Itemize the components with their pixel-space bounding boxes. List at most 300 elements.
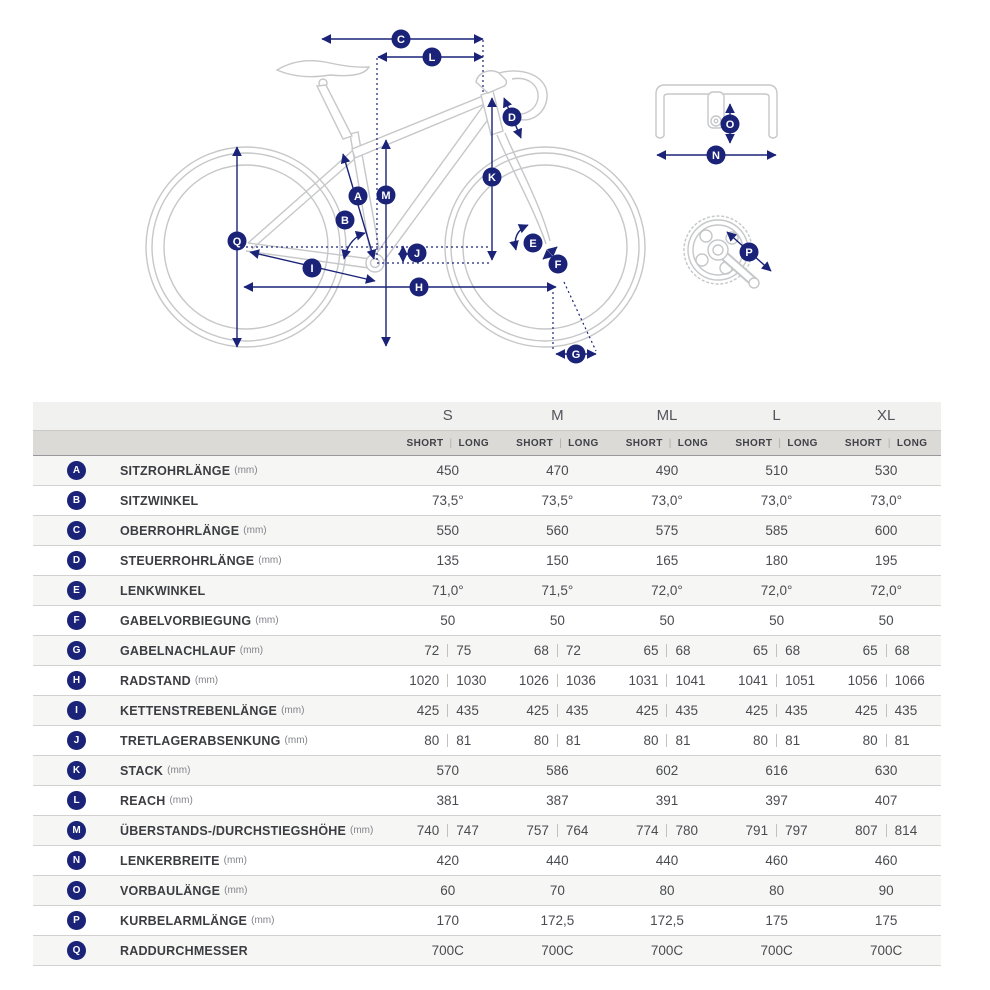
row-label: REACH [120,793,166,808]
svg-text:G: G [571,349,581,361]
value: 510 [765,463,788,478]
diagram-badge-H [410,278,429,297]
value-cell-L-XL [831,793,941,808]
value-long: 1041 [675,673,706,688]
value-long: 68 [785,643,801,658]
row-key-badge: N [67,851,86,870]
value: 170 [436,913,460,928]
value-cell-L-M [503,793,613,808]
row-key-badge: K [67,761,86,780]
value-cell-B-ML [612,493,722,508]
value-cell-Q-S [393,943,503,958]
value-short: 791 [745,823,769,838]
row-header [33,941,393,960]
svg-text:P: P [745,247,753,259]
variant-header: SHORT | LONG [735,437,818,449]
value-cell-K-ML [612,763,722,778]
value: 50 [659,613,675,628]
diagram-badge-F [549,255,568,274]
value-cell-E-XL [831,583,941,598]
row-key-badge: G [67,641,86,660]
value: 700C [760,943,793,958]
svg-text:O: O [725,119,735,131]
row-key-badge: E [67,581,86,600]
value-short: 807 [855,823,878,838]
value-cell-K-L [722,763,832,778]
value-short: 757 [526,823,549,838]
value: 80 [659,883,675,898]
table-row-A [33,456,941,486]
value-cell-I-ML [612,703,722,718]
value-long: 68 [894,643,910,658]
svg-text:K: K [488,172,496,184]
row-header [33,821,393,840]
value-short: 425 [635,703,659,718]
row-unit: (mm) [234,465,258,476]
table-row-B [33,486,941,516]
row-header [33,551,393,570]
row-label: SITZWINKEL [120,493,199,508]
value-long: 68 [675,643,691,658]
value-cell-D-ML [612,553,722,568]
value-cell-L-L [722,793,832,808]
value-short: 65 [753,643,769,658]
value-cell-F-L [722,613,832,628]
value-cell-O-XL [831,883,941,898]
variant-header: SHORT | LONG [516,437,599,449]
value-cell-J-L [722,733,832,748]
row-unit: (mm) [251,915,275,926]
diagram-badge-C [392,30,411,49]
row-key-badge: D [67,551,86,570]
value: 470 [546,463,569,478]
value: 165 [655,553,679,568]
svg-text:M: M [381,190,391,202]
row-header [33,611,393,630]
value: 440 [546,853,569,868]
row-label: RADSTAND [120,673,191,688]
value-short: 72 [424,643,440,658]
variant-header: SHORT | LONG [844,437,928,449]
value-long: 81 [565,733,581,748]
value-cell-H-S [393,673,503,688]
size-header-l: L [772,407,781,424]
value-cell-I-S [393,703,503,718]
row-key-badge: L [67,791,86,810]
value-short: 1056 [847,673,878,688]
row-label: KETTENSTREBENLÄNGE [120,703,278,718]
row-label: SITZROHRLÄNGE [120,463,231,478]
row-header [33,881,393,900]
value-cell-Q-L [722,943,832,958]
geometry-table [33,402,941,966]
value-short: 1031 [628,673,659,688]
row-unit: (mm) [350,825,374,836]
value-long: 435 [565,703,589,718]
value-cell-E-M [503,583,613,598]
value: 630 [874,763,898,778]
value-short: 65 [862,643,878,658]
value-short: 425 [416,703,440,718]
table-row-N [33,846,941,876]
value: 60 [440,883,456,898]
value: 73,0° [651,493,683,508]
value: 50 [549,613,565,628]
value: 73,5° [541,493,574,508]
value-long: 1066 [894,673,925,688]
row-unit: (mm) [223,855,247,866]
value: 195 [874,553,898,568]
diagram-badge-N [707,146,726,165]
value: 73,5° [431,493,464,508]
value-cell-B-L [722,493,832,508]
value-cell-G-M [503,643,613,658]
value: 530 [874,463,898,478]
value-cell-F-ML [612,613,722,628]
row-unit: (mm) [239,645,264,656]
value: 387 [546,793,569,808]
value-cell-M-M [503,823,613,838]
value-cell-A-ML [612,463,722,478]
brake-hood [476,71,506,93]
value: 586 [546,763,569,778]
row-header [33,671,393,690]
svg-text:C: C [397,34,405,46]
value: 50 [440,613,456,628]
value-cell-G-XL [831,643,941,658]
value-cell-D-XL [831,553,941,568]
value-cell-N-L [722,853,832,868]
value-cell-I-XL [831,703,941,718]
value-cell-D-S [393,553,503,568]
svg-text:Q: Q [232,236,242,248]
value-cell-C-L [722,523,832,538]
value-cell-M-ML [612,823,722,838]
value-cell-P-ML [612,913,722,928]
value-cell-N-S [393,853,503,868]
value-short: 1041 [738,673,769,688]
svg-text:I: I [310,263,314,275]
value-long: 435 [785,703,808,718]
value: 407 [874,793,898,808]
svg-text:D: D [508,112,516,124]
value-short: 1020 [409,673,440,688]
value-cell-N-ML [612,853,722,868]
diagram-badge-I [303,259,322,278]
value: 602 [655,763,679,778]
value-cell-N-M [503,853,613,868]
value: 700C [870,943,903,958]
value: 700C [650,943,684,958]
value-long: 81 [894,733,910,748]
table-row-Q [33,936,941,966]
row-label: TRETLAGERABSENKUNG [120,733,281,748]
row-label: LENKWINKEL [120,583,206,598]
value: 73,0° [870,493,903,508]
value-long: 435 [456,703,479,718]
value-short: 740 [416,823,440,838]
table-row-K [33,756,941,786]
value-short: 80 [643,733,659,748]
value: 460 [765,853,788,868]
value-cell-G-S [393,643,503,658]
row-key-badge: C [67,521,86,540]
row-label: OBERROHRLÄNGE [120,523,240,538]
value-cell-Q-XL [831,943,941,958]
value-cell-P-M [503,913,613,928]
value: 172,5 [650,913,684,928]
row-key-badge: J [67,731,86,750]
table-row-D [33,546,941,576]
value: 71,0° [431,583,464,598]
table-row-C [33,516,941,546]
row-label: KURBELARMLÄNGE [120,913,248,928]
table-row-E [33,576,941,606]
seat-stay [248,151,358,249]
value-cell-K-XL [831,763,941,778]
diagram-badge-B [336,211,355,230]
value-cell-B-M [503,493,613,508]
row-key-badge: I [67,701,86,720]
svg-text:E: E [529,238,537,250]
row-label: LENKERBREITE [120,853,220,868]
diagram-badge-J [408,244,427,263]
diagram-badge-M [377,186,396,205]
row-unit: (mm) [255,615,279,626]
value-cell-B-XL [831,493,941,508]
row-label: STACK [120,763,164,778]
value: 560 [546,523,569,538]
value: 72,0° [870,583,903,598]
row-unit: (mm) [169,795,193,806]
saddle [277,61,369,77]
value-cell-E-S [393,583,503,598]
value-long: 814 [894,823,918,838]
value: 585 [765,523,788,538]
bike-side-view [146,61,645,347]
svg-text:F: F [554,259,562,271]
value: 440 [655,853,679,868]
table-body [33,456,941,966]
value-cell-F-M [503,613,613,628]
value: 80 [769,883,785,898]
value-cell-D-M [503,553,613,568]
value: 616 [765,763,788,778]
value-short: 774 [635,823,659,838]
row-unit: (mm) [281,705,305,716]
value-cell-J-M [503,733,613,748]
row-label: ÜBERSTANDS-/DURCHSTIEGSHÖHE [120,823,347,838]
value-cell-K-S [393,763,503,778]
row-header [33,911,393,930]
value: 550 [436,523,460,538]
table-row-O [33,876,941,906]
value-cell-P-S [393,913,503,928]
value-cell-M-L [722,823,832,838]
row-key-badge: H [67,671,86,690]
size-header-row [33,402,941,430]
value: 700C [541,943,574,958]
svg-text:J: J [413,248,421,260]
row-header [33,791,393,810]
value-short: 68 [533,643,549,658]
value: 460 [874,853,898,868]
value: 70 [549,883,565,898]
value-long: 1051 [785,673,816,688]
value-cell-H-M [503,673,613,688]
value-cell-O-L [722,883,832,898]
diagram-badge-G [567,345,586,364]
value: 575 [655,523,679,538]
bike-geometry-diagram [0,0,990,398]
diagram-badge-K [483,168,502,187]
row-key-badge: P [67,911,86,930]
row-key-badge: A [67,461,86,480]
value-long: 81 [675,733,691,748]
value-cell-A-XL [831,463,941,478]
value-cell-K-M [503,763,613,778]
value-cell-B-S [393,493,503,508]
value-short: 80 [424,733,440,748]
value-long: 435 [675,703,699,718]
value: 600 [874,523,898,538]
row-header [33,491,393,510]
variant-header: SHORT | LONG [406,437,490,449]
svg-text:L: L [428,52,436,64]
value-cell-D-L [722,553,832,568]
value-cell-E-L [722,583,832,598]
value-cell-L-S [393,793,503,808]
table-row-J [33,726,941,756]
row-header [33,461,393,480]
row-label: VORBAULÄNGE [120,883,221,898]
row-header [33,731,393,750]
svg-text:N: N [712,150,720,162]
table-row-L [33,786,941,816]
value-cell-H-XL [831,673,941,688]
row-header [33,521,393,540]
value: 50 [769,613,785,628]
row-unit: (mm) [167,765,191,776]
value-short: 425 [526,703,549,718]
value-cell-C-XL [831,523,941,538]
value-cell-C-S [393,523,503,538]
value-cell-Q-ML [612,943,722,958]
row-header [33,851,393,870]
size-header-m: M [551,407,564,424]
value-cell-F-S [393,613,503,628]
table-row-P [33,906,941,936]
measure-B-seatangle [344,233,365,259]
value: 381 [436,793,460,808]
diagram-badge-O [721,115,740,134]
value-long: 1030 [456,673,487,688]
row-unit: (mm) [258,555,282,566]
value-cell-C-ML [612,523,722,538]
value-cell-I-L [722,703,832,718]
value: 150 [546,553,569,568]
value-long: 747 [456,823,479,838]
value-long: 435 [894,703,918,718]
value-long: 797 [785,823,808,838]
row-key-badge: O [67,881,86,900]
variant-header: SHORT | LONG [625,437,709,449]
value: 71,5° [541,583,574,598]
value-cell-H-L [722,673,832,688]
row-key-badge: F [67,611,86,630]
value-long: 75 [456,643,472,658]
value-cell-P-L [722,913,832,928]
measurement-lines [237,39,596,354]
row-key-badge: Q [67,941,86,960]
row-unit: (mm) [194,675,219,686]
handlebar-top-view [656,85,777,155]
size-header-s: S [442,407,453,424]
value: 73,0° [760,493,793,508]
value-cell-C-M [503,523,613,538]
row-header [33,761,393,780]
value: 391 [655,793,679,808]
value: 180 [765,553,788,568]
variant-header-row [33,430,941,456]
row-key-badge: M [67,821,86,840]
row-label: GABELNACHLAUF [120,643,236,658]
value-cell-J-XL [831,733,941,748]
row-unit: (mm) [243,525,267,536]
diagram-badge-Q [228,232,247,251]
value-cell-H-ML [612,673,722,688]
value-cell-P-XL [831,913,941,928]
value-cell-N-XL [831,853,941,868]
value: 90 [878,883,894,898]
value-cell-J-ML [612,733,722,748]
row-header [33,581,393,600]
row-label: RADDURCHMESSER [120,943,248,958]
value: 72,0° [760,583,793,598]
value: 450 [436,463,460,478]
value-cell-L-ML [612,793,722,808]
pedal-hole [749,278,759,288]
value: 175 [874,913,898,928]
row-label: GABELVORBIEGUNG [120,613,252,628]
seat-post [317,85,352,139]
size-header-xl: XL [876,407,896,424]
value-cell-M-S [393,823,503,838]
table-row-G [33,636,941,666]
diagram-badge-D [503,108,522,127]
value-cell-G-L [722,643,832,658]
row-key-badge: B [67,491,86,510]
value: 50 [878,613,894,628]
svg-text:A: A [354,191,362,203]
value-cell-A-S [393,463,503,478]
diagram-badge-P [740,243,759,262]
value-long: 72 [565,643,581,658]
value-cell-O-ML [612,883,722,898]
value: 135 [436,553,460,568]
value-long: 1036 [565,673,596,688]
value-cell-J-S [393,733,503,748]
value-long: 81 [456,733,472,748]
table-row-H [33,666,941,696]
table-row-M [33,816,941,846]
diagram-badge-A [349,187,368,206]
table-row-I [33,696,941,726]
value: 490 [655,463,679,478]
bike-diagram-svg [0,0,990,398]
value-short: 1026 [518,673,549,688]
value: 570 [436,763,460,778]
